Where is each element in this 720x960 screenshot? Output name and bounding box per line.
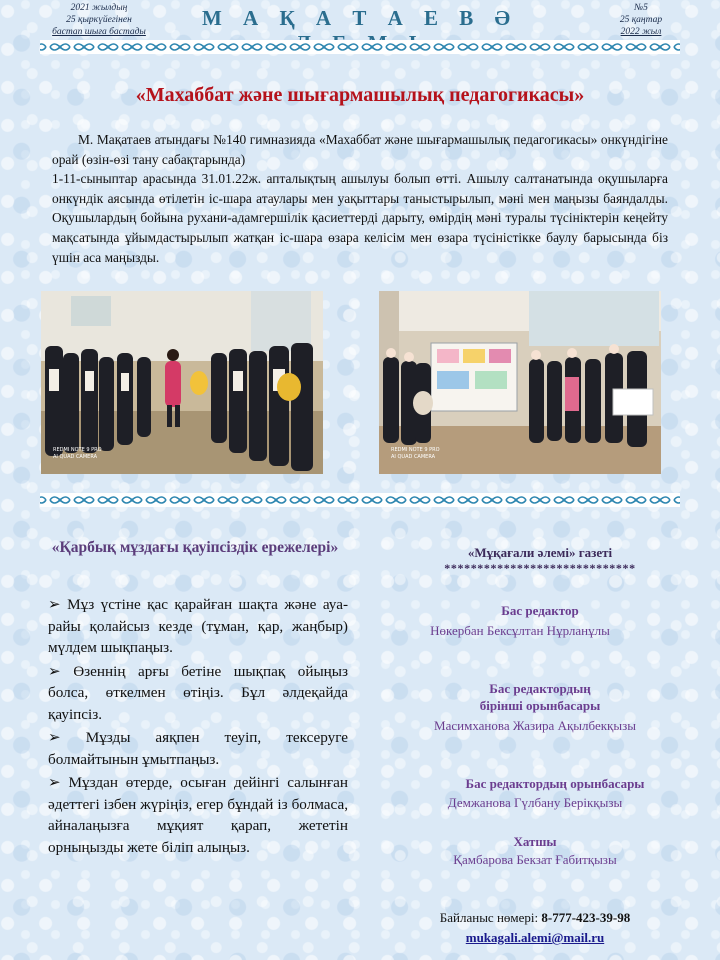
- stars-divider: *****************************: [444, 561, 636, 575]
- svg-text:REDMI NOTE 9 PRO: REDMI NOTE 9 PRO: [53, 447, 102, 453]
- article-paragraph-2: 1-11-сыныптар арасында 31.01.22ж. апталықтың ашылуы болып өтті. Ашылу салтанатында оқушыларға онкүндік аясында өтілетін іс-шара атаулары мен уақыттары таныстырылып, мәні мен маңызы баяндалды. Оқушылардың бойына рухани-адамгершілік қасиеттерді дарыту, өмірдің мәні туралы түсініктерін кеңейту мақсатында ұйымдастырылып жатқан іс-шара өзара келісім мен өзара түсіністікке баулу барысында біз үшін аса маңызды.: [52, 171, 668, 265]
- safety-rule-text: Мұздан өтерде, осыған дейінгі салынған әдеттегі ізбен жүріңіз, егер бұндай із болмаса, айналаңызға мұқият қарап, жететін орныңызды жете біліп алыңыз.: [48, 774, 349, 856]
- article-title: «Махаббат және шығармашылық педагогикасы»: [135, 84, 585, 106]
- ornament-pattern-top: [0, 40, 720, 54]
- safety-rule: [48, 727, 348, 770]
- editor-name: Нөкербан Бексұлтан Нұрланұлы: [430, 623, 610, 638]
- secretary-name: Қамбарова Бекзат Ғабитқызы: [453, 852, 617, 867]
- founding-note-line1: 2021 жылдың: [70, 3, 128, 13]
- contact-label: Байланыс нөмері:: [439, 910, 539, 925]
- gazette-title: «Мұқағали әлемі» газеті: [467, 545, 613, 560]
- safety-rule-text: Мұзды аяқпен теуіп, тексеруге болмайтынын ұмытпаңыз.: [48, 729, 348, 768]
- secretary-role: Хатшы: [513, 834, 557, 849]
- issue-date: 25 қаңтар: [619, 15, 663, 25]
- safety-rules-list: [48, 594, 348, 860]
- safety-rule: [48, 772, 348, 858]
- deputy-name: Демжанова Гүлбану Берікқызы: [447, 795, 623, 810]
- safety-rule-text: Өзеннің арғы бетіне шықпақ ойыңыз болса, өткелмен өтіңіз. Бұл әлдеқайда қауіпсіз.: [48, 662, 348, 723]
- svg-text:AI QUAD CAMERA: AI QUAD CAMERA: [391, 454, 436, 460]
- contact-line: [385, 910, 685, 926]
- photo-students-hall-image: [41, 291, 323, 474]
- safety-rule: [48, 594, 348, 659]
- ornament-pattern-middle: [0, 493, 720, 507]
- contact-email-link[interactable]: mukagali.alemi@mail.ru: [465, 930, 605, 945]
- issue-number: №5: [634, 3, 648, 13]
- safety-title: «Қарбық мұздағы қауіпсіздік ережелері»: [51, 539, 339, 556]
- first-deputy-role-line1: Бас редактордың: [489, 681, 591, 696]
- bullet-arrow-icon: ➢: [48, 729, 61, 746]
- safety-rule: [48, 661, 348, 726]
- issue-year: 2022 жыл: [620, 27, 662, 37]
- first-deputy-role: [390, 680, 690, 714]
- article-paragraph-1: М. Мақатаев атындағы №140 гимназияда «Махаббат және шығармашылық педагогикасы» онкүндігіне орай (өзін-өзі тану сабақтарында): [52, 132, 668, 167]
- contact-phone: 8-777-423-39-98: [541, 910, 631, 925]
- photo-students-board-image: [379, 291, 661, 474]
- deputy-role: Бас редактордың орынбасары: [465, 776, 645, 791]
- founding-note-line3: бастап шыға бастады: [52, 27, 146, 37]
- ornament-border-top: [0, 40, 720, 54]
- editor-role: Бас редактор: [501, 603, 579, 618]
- ornament-border-middle: [0, 493, 720, 507]
- bullet-arrow-icon: ➢: [48, 662, 61, 680]
- first-deputy-name: Масимханова Жазира Ақылбекқызы: [434, 718, 636, 733]
- founding-note: [44, 2, 154, 38]
- bullet-arrow-icon: ➢: [48, 596, 61, 613]
- bullet-arrow-icon: ➢: [48, 774, 61, 791]
- svg-text:REDMI NOTE 9 PRO: REDMI NOTE 9 PRO: [391, 447, 440, 453]
- founding-note-line2: 25 қыркүйегінен: [66, 15, 132, 25]
- photo-left: [41, 291, 323, 474]
- article-body: [52, 130, 668, 267]
- photo-right: [379, 291, 661, 474]
- newspaper-masthead: М А Қ А Т А Е В Ә: [201, 6, 519, 30]
- safety-rule-text: Мұз үстіне қас қарайған шақта және ауа-райы қолайсыз кезде (тұман, қар, жаңбыр) мүлдем шықпаңыз.: [48, 596, 349, 656]
- svg-text:AI QUAD CAMERA: AI QUAD CAMERA: [53, 454, 98, 460]
- first-deputy-role-line2: бірінші орынбасары: [479, 698, 601, 713]
- issue-info: [606, 2, 676, 38]
